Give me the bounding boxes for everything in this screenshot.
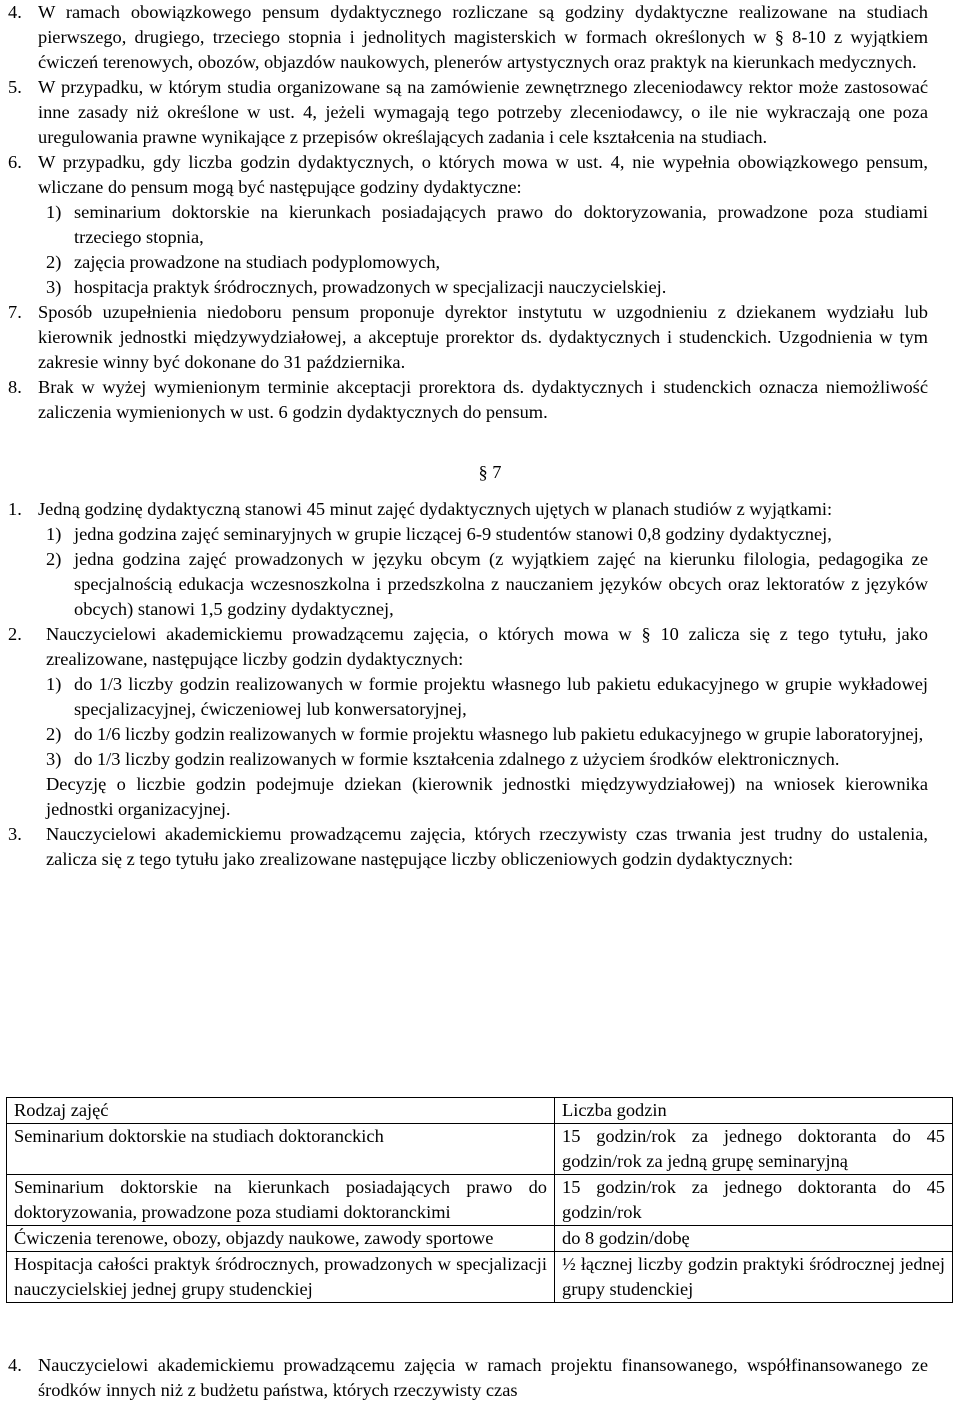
- paragraph-text: W przypadku, gdy liczba godzin dydaktycznych, o których mowa w ust. 4, nie wypełnia obowiązkowego pensum, wliczane do pensum mogą być następujące godziny dydaktyczne:: [38, 152, 928, 197]
- table-cell: Hospitacja całości praktyk śródrocznych, prowadzonych w specjalizacji nauczycielskiej jednej grupy studenckiej: [7, 1252, 555, 1303]
- paragraph-number: 4.: [8, 1355, 22, 1375]
- paragraph-6: [0, 150, 960, 200]
- subitem-1-2: [0, 547, 960, 622]
- subitem-text: do 1/3 liczby godzin realizowanych w formie projektu własnego lub pakietu edukacyjnego w grupie wykładowej specjalizacyjnej, ćwiczeniowej lub konwersatoryjnej,: [74, 674, 928, 719]
- table-row: [7, 1226, 953, 1252]
- subitem-number: 2): [46, 252, 62, 272]
- table-row: [7, 1175, 953, 1226]
- subitem-text: zajęcia prowadzone na studiach podyplomowych,: [74, 252, 441, 272]
- subitem-text: hospitacja praktyk śródrocznych, prowadzonych w specjalizacji nauczycielskiej.: [74, 277, 667, 297]
- paragraph-8: [0, 375, 960, 425]
- table-cell: 15 godzin/rok za jednego doktoranta do 45 godzin/rok za jedną grupę seminaryjną: [555, 1124, 953, 1175]
- subitem-6-1: [0, 200, 960, 250]
- paragraph-number: 2.: [8, 624, 22, 644]
- subitem-2-1: [0, 672, 960, 722]
- subitem-number: 1): [46, 202, 62, 222]
- paragraph-4: [0, 0, 960, 75]
- paragraph-7: [0, 300, 960, 375]
- table-header-cell: Liczba godzin: [555, 1098, 953, 1124]
- subitem-2-3: [0, 747, 960, 772]
- section-item-2: [0, 622, 960, 672]
- subitem-2-2: [0, 722, 960, 747]
- subitem-number: 2): [46, 724, 62, 744]
- table-cell: do 8 godzin/dobę: [555, 1226, 953, 1252]
- paragraph-text: Decyzję o liczbie godzin podejmuje dziekan (kierownik jednostki międzywydziałowej) na wniosek kierownika jednostki organizacyjnej.: [46, 774, 928, 819]
- table-row: [7, 1124, 953, 1175]
- subitem-number: 3): [46, 749, 62, 769]
- paragraph-5: [0, 75, 960, 150]
- paragraph-number: 7.: [8, 302, 22, 322]
- table-cell: ½ łącznej liczby godzin praktyki śródrocznej jednej grupy studenckiej: [555, 1252, 953, 1303]
- paragraph-text: Nauczycielowi akademickiemu prowadzącemu zajęcia, o których mowa w § 10 zalicza się z tego tytułu, jako zrealizowane, następujące liczby godzin dydaktycznych:: [46, 624, 928, 669]
- subitem-text: jedna godzina zajęć seminaryjnych w grupie liczącej 6-9 studentów stanowi 0,8 godziny dydaktycznej,: [74, 524, 832, 544]
- subitem-text: seminarium doktorskie na kierunkach posiadających prawo do doktoryzowania, prowadzone poza studiami trzeciego stopnia,: [74, 202, 928, 247]
- paragraph-number: 5.: [8, 77, 22, 97]
- paragraph-number: 1.: [8, 499, 22, 519]
- paragraph-number: 6.: [8, 152, 22, 172]
- paragraph-number: 3.: [8, 824, 22, 844]
- table-cell: Seminarium doktorskie na kierunkach posiadających prawo do doktoryzowania, prowadzone poza studiami doktoranckimi: [7, 1175, 555, 1226]
- table-row: [7, 1252, 953, 1303]
- hours-table: [6, 1097, 953, 1303]
- section-item-2-decision: [0, 772, 960, 822]
- paragraph-4-bottom: [0, 1353, 960, 1403]
- subitem-number: 1): [46, 674, 62, 694]
- paragraph-text: W ramach obowiązkowego pensum dydaktycznego rozliczane są godziny dydaktyczne realizowane na studiach pierwszego, drugiego, trzeciego stopnia i jednolitych magisterskich w formach określonych w § 8-10 z wyjątkiem ćwiczeń terenowych, obozów, objazdów naukowych, plenerów artystycznych oraz praktyk na kierunkach medycznych.: [38, 2, 928, 72]
- paragraph-text: Nauczycielowi akademickiemu prowadzącemu zajęcia w ramach projektu finansowanego, współfinansowanego ze środków innych niż z budżetu państwa, których rzeczywisty czas: [38, 1355, 928, 1400]
- subitem-text: jedna godzina zajęć prowadzonych w języku obcym (z wyjątkiem zajęć na kierunku filologia, pedagogika ze specjalnością edukacja wczesnoszkolna i przedszkolna z nauczaniem języków obcych oraz lektoratów z języków obcych) stanowi 1,5 godziny dydaktycznej,: [74, 549, 928, 619]
- table-cell: 15 godzin/rok za jednego doktoranta do 45 godzin/rok: [555, 1175, 953, 1226]
- bottom-paragraph: [0, 1353, 960, 1403]
- table-cell: Ćwiczenia terenowe, obozy, objazdy naukowe, zawody sportowe: [7, 1226, 555, 1252]
- subitem-number: 1): [46, 524, 62, 544]
- subitem-6-3: [0, 275, 960, 300]
- subitem-6-2: [0, 250, 960, 275]
- subitem-number: 3): [46, 277, 62, 297]
- subitem-text: do 1/6 liczby godzin realizowanych w formie projektu własnego lub pakietu edukacyjnego w grupie laboratoryjnej,: [74, 724, 924, 744]
- paragraph-number: 8.: [8, 377, 22, 397]
- subitem-1-1: [0, 522, 960, 547]
- table-header-cell: Rodzaj zajęć: [7, 1098, 555, 1124]
- paragraph-text: W przypadku, w którym studia organizowane są na zamówienie zewnętrznego zleceniodawcy rektor może zastosować inne zasady niż określone w ust. 4, jeżeli wymagają tego potrzeby zleceniodawcy, o ile nie wykraczają one poza uregulowania prawne wynikające z przepisów określających zadania i cele kształcenia na studiach.: [38, 77, 928, 147]
- table-cell: Seminarium doktorskie na studiach doktoranckich: [7, 1124, 555, 1175]
- subitem-number: 2): [46, 549, 62, 569]
- paragraph-number: 4.: [8, 2, 22, 22]
- section-heading: § 7: [478, 462, 502, 482]
- table-header-row: [7, 1098, 953, 1124]
- subitem-text: do 1/3 liczby godzin realizowanych w formie kształcenia zdalnego z użyciem środków elektronicznych.: [74, 749, 840, 769]
- section-item-1: [0, 497, 960, 522]
- section-item-3: [0, 822, 960, 872]
- paragraph-text: Brak w wyżej wymienionym terminie akceptacji prorektora ds. dydaktycznych i studenckich oznacza niemożliwość zaliczenia wymienionych w ust. 6 godzin dydaktycznych do pensum.: [38, 377, 928, 422]
- paragraph-text: Nauczycielowi akademickiemu prowadzącemu zajęcia, których rzeczywisty czas trwania jest trudny do ustalenia, zalicza się z tego tytułu jako zrealizowane następujące liczby obliczeniowych godzin dydaktycznych:: [46, 824, 928, 869]
- paragraph-text: Sposób uzupełnienia niedoboru pensum proponuje dyrektor instytutu w uzgodnieniu z dziekanem wydziału lub kierownik jednostki międzywydziałowej, a akceptuje prorektor ds. dydaktycznych i studenckich. Uzgodnienia w tym zakresie winny być dokonane do 31 października.: [38, 302, 928, 372]
- paragraph-text: Jedną godzinę dydaktyczną stanowi 45 minut zajęć dydaktycznych ujętych w planach studiów z wyjątkami:: [38, 499, 833, 519]
